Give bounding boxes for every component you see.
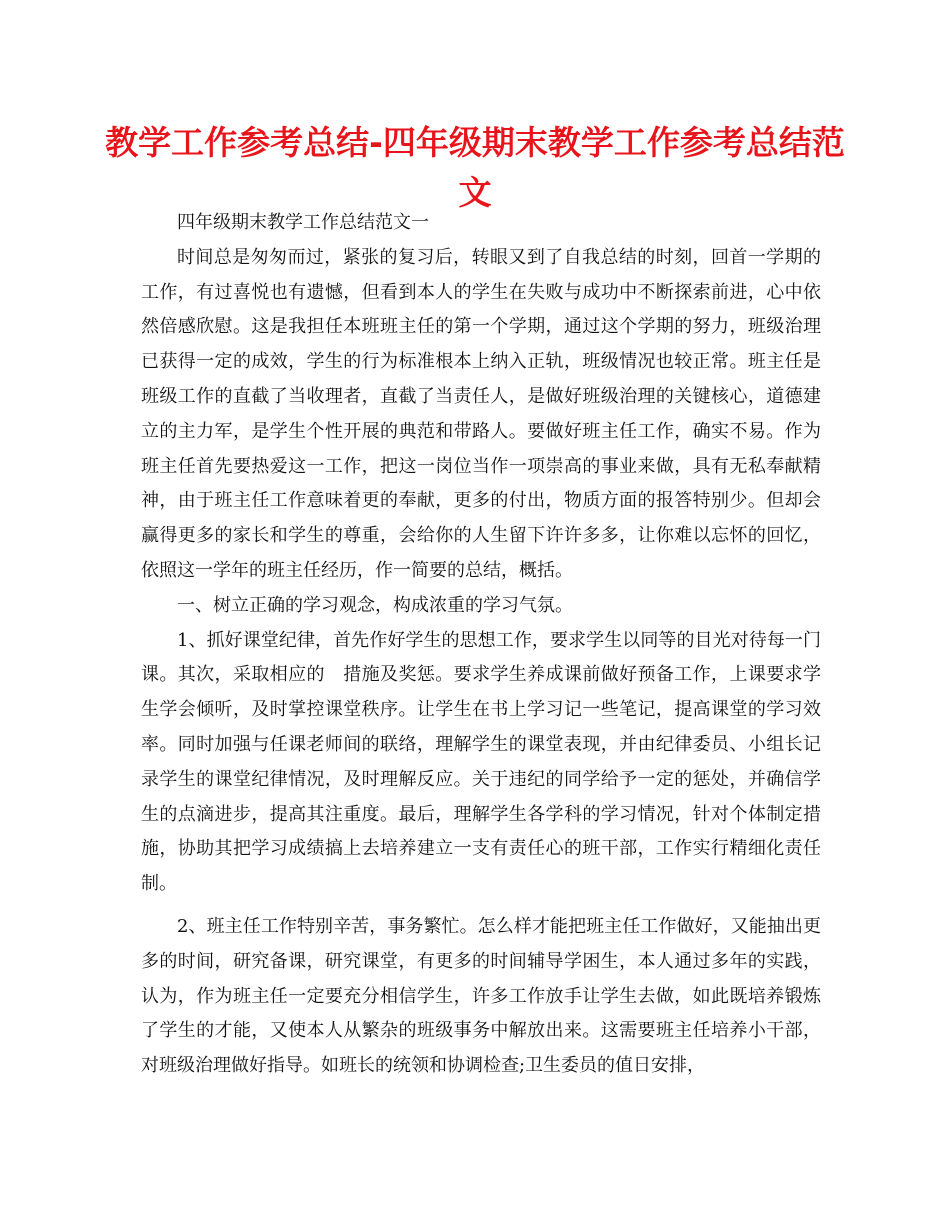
body-paragraph: 2、班主任工作特别辛苦，事务繁忙。怎么样才能把班主任工作做好，又能抽出更多的时间，研究备课，研究课堂，有更多的时间辅导学困生，本人通过多年的实践，认为，作为班主任一定要充分相信学生，许多工作放手让学生去做，如此既培养锻炼了学生的才能，又使本人从繁杂的班级事务中解放出来。这需要班主任培养小干部，对班级治理做好指导。如班长的统领和协调检查;卫生委员的值日安排， bbox=[141, 915, 821, 1077]
body-paragraph: 1、抓好课堂纪律，首先作好学生的思想工作，要求学生以同等的目光对待每一门课。其次，采取相应的 措施及奖惩。要求学生养成课前做好预备工作，上课要求学生学会倾听，及时掌控课堂秩序。让学生在书上学习记一些笔记，提高课堂的学习效率。同时加强与任课老师间的联络，理解学生的课堂表现，并由纪律委员、小组长记录学生的课堂纪律情况，及时理解反应。关于违纪的同学给予一定的惩处，并确信学生的点滴进步，提高其注重度。最后，理解学生各学科的学习情况，针对个体制定措施，协助其把学习成绩搞上去培养建立一支有责任心的班干部，工作实行精细化责任制。 bbox=[141, 629, 821, 895]
section-heading: 四年级期末教学工作总结范文一 bbox=[177, 212, 429, 233]
document-title: 教学工作参考总结-四年级期末教学工作参考总结范文 bbox=[105, 123, 845, 212]
section-heading: 一、树立正确的学习观念，构成浓重的学习气氛。 bbox=[177, 594, 573, 616]
document-body bbox=[141, 206, 821, 1084]
body-paragraph: 时间总是匆匆而过，紧张的复习后，转眼又到了自我总结的时刻，回首一学期的工作，有过喜悦也有遗憾，但看到本人的学生在失败与成功中不断探索前进，心中依然倍感欣慰。这是我担任本班班主任的第一个学期，通过这个学期的努力，班级治理已获得一定的成效，学生的行为标准根本上纳入正轨，班级情况也较正常。班主任是班级工作的直截了当收理者，直截了当责任人，是做好班级治理的关键核心，道德建立的主力军，是学生个性开展的典范和带路人。要做好班主任工作，确实不易。作为班主任首先要热爱这一工作，把这一岗位当作一项崇高的事业来做，具有无私奉献精神，由于班主任工作意味着更的奉献，更多的付出，物质方面的报答特别少。但却会赢得更多的家长和学生的尊重，会给你的人生留下许许多多，让你难以忘怀的回忆，依照这一学年的班主任经历，作一简要的总结，概括。 bbox=[141, 246, 821, 581]
